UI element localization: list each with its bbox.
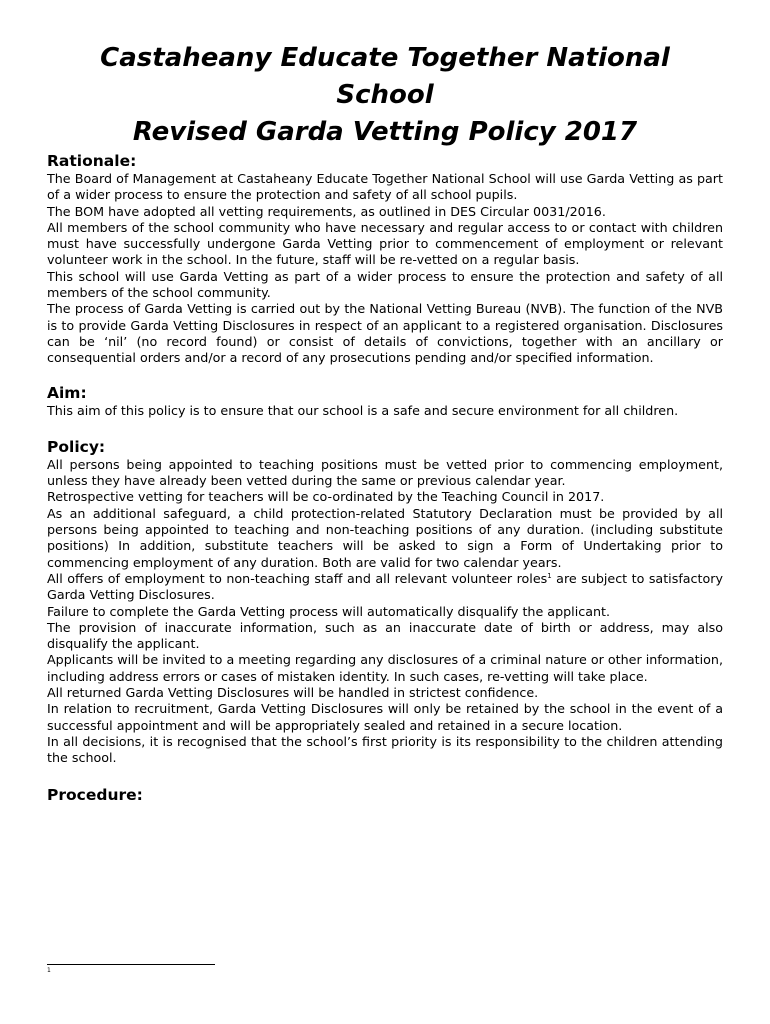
- rationale-paragraph: The process of Garda Vetting is carried out by the National Vetting Bureau (NVB). The function of the NVB is to provide Garda Vetting Disclosures in respect of an applicant to a registered organisation. Disclosures can be ‘nil’ (no record found) or consist of details of convictions, together with an ancillary or consequential orders and/or a record of any prosecutions pending and/or specified information.: [47, 301, 723, 366]
- document-page: [47, 40, 723, 805]
- policy-paragraph: The provision of inaccurate information, such as an inaccurate date of birth or address, may also disqualify the applicant.: [47, 619, 723, 652]
- title-line-1: Castaheany Educate Together National: [100, 43, 670, 73]
- policy-paragraph: As an additional safeguard, a child protection-related Statutory Declaration must be provided by all persons being appointed to teaching and non-teaching positions of any duration. (including substitute positions) In addition, substitute teachers will be asked to sign a Form of Undertaking prior to commencing employment of any duration. Both are valid for two calendar years.: [47, 505, 723, 570]
- rationale-paragraph: The BOM have adopted all vetting requirements, as outlined in DES Circular 0031/2016.: [47, 203, 606, 219]
- policy-paragraph: All persons being appointed to teaching positions must be vetted prior to commencing employment, unless they have already been vetted during the same or previous calendar year.: [47, 456, 723, 489]
- policy-text: are subject to satisfactory Garda Vetting Disclosures.: [47, 570, 723, 603]
- policy-text: All offers of employment to non-teaching staff and all relevant volunteer roles: [47, 570, 548, 586]
- policy-paragraph: All returned Garda Vetting Disclosures will be handled in strictest confidence.: [47, 685, 539, 701]
- aim-paragraph: This aim of this policy is to ensure that our school is a safe and secure environment for all children.: [47, 402, 679, 418]
- policy-heading: Policy:: [47, 437, 106, 456]
- policy-paragraph: [47, 571, 723, 604]
- document-title: [47, 40, 723, 151]
- rationale-paragraph: The Board of Management at Castaheany Educate Together National School will use Garda Vetting as part of a wider process to ensure the protection and safety of all school pupils.: [47, 171, 723, 203]
- footnote-separator: [47, 964, 215, 965]
- title-line-3: Revised Garda Vetting Policy 2017: [132, 117, 638, 147]
- aim-heading: Aim:: [47, 383, 87, 402]
- procedure-section: [47, 785, 723, 805]
- policy-paragraph: In all decisions, it is recognised that the school’s first priority is its responsibility to the children attending the school.: [47, 733, 723, 766]
- policy-paragraph: In relation to recruitment, Garda Vetting Disclosures will only be retained by the school in the event of a successful appointment and will be appropriately sealed and retained in a secure location.: [47, 701, 723, 733]
- procedure-heading: Procedure:: [47, 785, 143, 804]
- policy-paragraph: Retrospective vetting for teachers will be co-ordinated by the Teaching Council in 2017.: [47, 489, 605, 505]
- footnote-reference[interactable]: 1: [547, 571, 552, 580]
- aim-section: [47, 383, 723, 419]
- footnote-marker: 1: [47, 967, 51, 974]
- rationale-section: [47, 151, 723, 367]
- title-line-2: School: [336, 80, 434, 110]
- rationale-heading: Rationale:: [47, 152, 137, 170]
- policy-paragraph: Applicants will be invited to a meeting regarding any disclosures of a criminal nature or other information, including address errors or cases of mistaken identity. In such cases, re-vetting will take place.: [47, 652, 723, 684]
- policy-section: [47, 437, 723, 767]
- policy-paragraph: Failure to complete the Garda Vetting process will automatically disqualify the applicant.: [47, 603, 611, 619]
- rationale-paragraph: This school will use Garda Vetting as part of a wider process to ensure the protection and safety of all members of the school community.: [47, 268, 723, 301]
- rationale-paragraph: All members of the school community who have necessary and regular access to or contact with children must have successfully undergone Garda Vetting prior to commencement of employment or relevant volunteer work in the school. In the future, staff will be re-vetted on a regular basis.: [47, 219, 723, 268]
